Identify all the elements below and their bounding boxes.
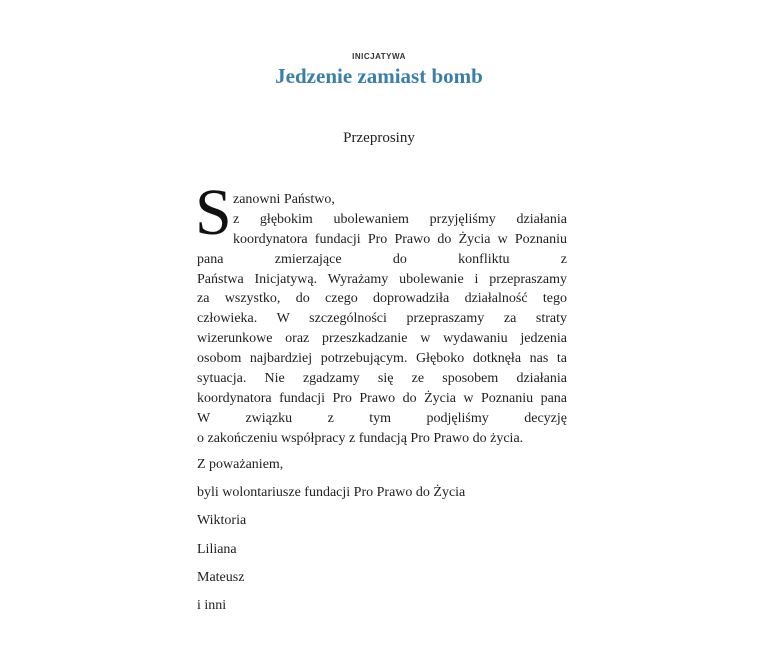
letter-line [197, 409, 567, 429]
drop-cap: S [195, 176, 232, 249]
letter-line: Państwa Inicjatywą. Wyrażamy ubolewanie i przepraszamy [197, 271, 567, 287]
letter-heading: Przeprosiny [343, 130, 415, 146]
signatory: byli wolontariusze fundacji Pro Prawo do Życia [197, 485, 466, 500]
line-text: W związku z tym podjęliśmy decyzję [197, 410, 567, 426]
letter-line: koordynatora fundacji Pro Prawo do Życia w Poznaniu pana [197, 390, 567, 406]
letter-line: koordynatora fundacji Pro Prawo do Życia w Poznaniu [233, 231, 567, 247]
letter-line: za wszystko, do czego doprowadziła działalność tego [197, 291, 567, 307]
letter-line: o zakończeniu współpracy z fundacją Pro Prawo do życia. [197, 430, 524, 446]
signatory: Liliana [197, 542, 237, 557]
closing: Z poważaniem, [197, 457, 284, 472]
letter-line: człowieka. W szczególności przepraszamy za straty [197, 311, 567, 327]
letter-line: sytuacja. Nie zgadzamy się ze sposobem działania [197, 371, 567, 387]
line-text: zmierzające do konfliktu z [274, 251, 567, 267]
letter-line: wizerunkowe oraz przeszkadzanie w wydawaniu jedzenia [197, 331, 567, 347]
letter-line [197, 250, 567, 270]
signatory: Mateusz [197, 570, 245, 585]
signatory: Wiktoria [197, 513, 247, 528]
article-title: Jedzenie zamiast bomb [275, 64, 483, 88]
letter-body [197, 190, 567, 449]
signatory: i inni [197, 598, 227, 613]
section-kicker: INICJATYWA [352, 52, 406, 61]
letter-line: z głębokim ubolewaniem przyjęliśmy działania [233, 211, 567, 227]
letter-line: zanowni Państwo, [233, 192, 335, 207]
letter-line: osobom najbardziej potrzebującym. Głęboko dotknęła nas ta [197, 351, 567, 367]
line-text: pana [197, 251, 224, 267]
